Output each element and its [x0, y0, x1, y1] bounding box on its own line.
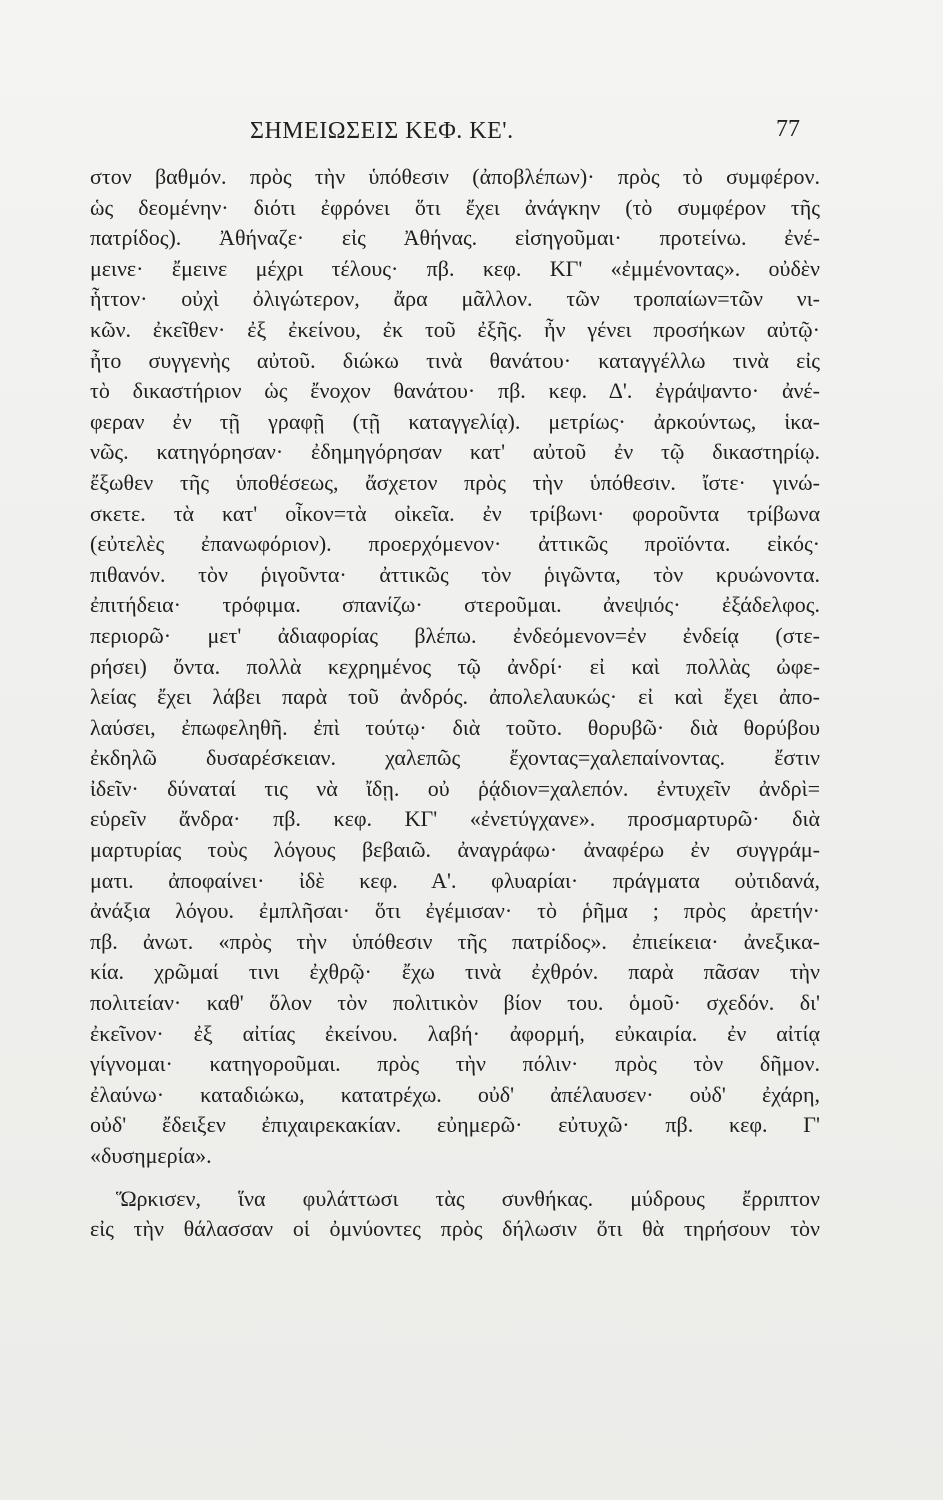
paragraph-gap	[90, 1172, 820, 1184]
text-line: «δυσημερία».	[90, 1143, 212, 1168]
text-line: ρήσει) ὄντα. πολλὰ κεχρημένος τῷ ἀνδρί· εἰ καὶ πολλὰς ὠφε-	[90, 653, 820, 679]
text-line: τὸ δικαστήριον ὡς ἔνοχον θανάτου· πβ. κεφ. Δ'. ἐγράψαντο· ἀνέ-	[90, 378, 820, 404]
text-line: εὑρεῖν ἄνδρα· πβ. κεφ. ΚΓ' «ἐνετύγχανε». προσμαρτυρῶ· διὰ	[90, 806, 820, 832]
paragraph-line: Ὥρκισεν, ἵνα φυλάττωσι τὰς συνθήκας. μύδρους ἔρριπτον	[116, 1185, 820, 1211]
text-line: στον βαθμόν. πρὸς τὴν ὑπόθεσιν (ἀποβλέπων)· πρὸς τὸ συμφέρον.	[90, 164, 820, 189]
text-line: πατρίδος). Ἀθήναζε· εἰς Ἀθήνας. εἰσηγοῦμαι· προτείνω. ἐνέ-	[90, 225, 820, 251]
notes-text-block	[90, 162, 820, 1245]
text-line: λείας ἔχει λάβει παρὰ τοῦ ἀνδρός. ἀπολελαυκώς· εἰ καὶ ἔχει ἀπο-	[90, 684, 820, 710]
running-head-title: ΣΗΜΕΙΩΣΕΙΣ ΚΕΦ. ΚΕ'.	[250, 118, 514, 144]
text-line: λαύσει, ἐπωφεληθῆ. ἐπὶ τούτῳ· διὰ τοῦτο. θορυβῶ· διὰ θορύβου	[90, 714, 820, 740]
text-line: κῶν. ἐκεῖθεν· ἐξ ἐκείνου, ἐκ τοῦ ἐξῆς. ἦν γένει προσήκων αὐτῷ·	[90, 316, 820, 342]
text-line: ἦτο συγγενὴς αὐτοῦ. διώκω τινὰ θανάτου· καταγγέλλω τινὰ εἰς	[90, 347, 820, 373]
text-line: μαρτυρίας τοὺς λόγους βεβαιῶ. ἀναγράφω· ἀναφέρω ἐν συγγράμ-	[90, 837, 820, 863]
paragraph-line: εἰς τὴν θάλασσαν οἱ ὀμνύοντες πρὸς δήλωσιν ὅτι θὰ τηρήσουν τὸν	[90, 1216, 820, 1242]
page-number: 77	[776, 116, 800, 142]
text-line: ἐκδηλῶ δυσαρέσκειαν. χαλεπῶς ἔχοντας=χαλεπαίνοντας. ἔστιν	[90, 745, 820, 771]
text-line: ἐλαύνω· καταδιώκω, κατατρέχω. οὐδ' ἀπέλαυσεν· οὐδ' ἐχάρη,	[90, 1081, 820, 1107]
text-line: περιορῶ· μετ' ἀδιαφορίας βλέπω. ἐνδεόμενον=ἐν ἐνδείᾳ (στε-	[90, 622, 820, 648]
text-line: μεινε· ἔμεινε μέχρι τέλους· πβ. κεφ. ΚΓ' «ἐμμένοντας». οὐδὲν	[90, 255, 820, 281]
text-line: ματι. ἀποφαίνει· ἰδὲ κεφ. Α'. φλυαρίαι· πράγματα οὐτιδανά,	[90, 867, 820, 893]
text-line: ἧττον· οὐχὶ ὀλιγώτερον, ἄρα μᾶλλον. τῶν τροπαίων=τῶν νι-	[90, 286, 820, 312]
text-line: ἐκεῖνον· ἐξ αἰτίας ἐκείνου. λαβή· ἀφορμή, εὐκαιρία. ἐν αἰτίᾳ	[90, 1020, 820, 1046]
text-line: πολιτείαν· καθ' ὅλον τὸν πολιτικὸν βίον του. ὁμοῦ· σχεδόν. δι'	[90, 990, 820, 1016]
text-line: φεραν ἐν τῇ γραφῇ (τῇ καταγγελίᾳ). μετρίως· ἀρκούντως, ἱκα-	[90, 408, 820, 434]
text-line: οὐδ' ἔδειξεν ἐπιχαιρεκακίαν. εὐημερῶ· εὐτυχῶ· πβ. κεφ. Γ'	[90, 1112, 820, 1138]
text-line: ἰδεῖν· δύναταί τις νὰ ἴδῃ. οὐ ῥᾴδιον=χαλεπόν. ἐντυχεῖν ἀνδρὶ=	[90, 775, 820, 801]
text-line: πιθανόν. τὸν ῥιγοῦντα· ἀττικῶς τὸν ῥιγῶντα, τὸν κρυώνοντα.	[90, 561, 820, 587]
text-line: ἀνάξια λόγου. ἐμπλῆσαι· ὅτι ἐγέμισαν· τὸ ῥῆμα ; πρὸς ἀρετήν·	[90, 898, 820, 924]
text-line: (εὐτελὲς ἐπανωφόριον). προερχόμενον· ἀττικῶς προϊόντα. εἰκός·	[90, 531, 820, 557]
text-line: ἔξωθεν τῆς ὑποθέσεως, ἄσχετον πρὸς τὴν ὑπόθεσιν. ἴστε· γινώ-	[90, 469, 820, 495]
text-line: ὡς δεομένην· διότι ἐφρόνει ὅτι ἔχει ἀνάγκην (τὸ συμφέρον τῆς	[90, 194, 820, 220]
text-line: πβ. ἀνωτ. «πρὸς τὴν ὑπόθεσιν τῆς πατρίδος». ἐπιείκεια· ἀνεξικα-	[90, 928, 820, 954]
text-line: κία. χρῶμαί τινι ἐχθρῷ· ἔχω τινὰ ἐχθρόν. παρὰ πᾶσαν τὴν	[90, 959, 820, 985]
text-line: ἐπιτήδεια· τρόφιμα. σπανίζω· στεροῦμαι. ἀνεψιός· ἐξάδελφος.	[90, 592, 820, 618]
text-line: σκετε. τὰ κατ' οἶκον=τὰ οἰκεῖα. ἐν τρίβωνι· φοροῦντα τρίβωνα	[90, 500, 820, 526]
text-line: νῶς. κατηγόρησαν· ἐδημηγόρησαν κατ' αὐτοῦ ἐν τῷ δικαστηρίῳ.	[90, 439, 820, 465]
text-line: γίγνομαι· κατηγοροῦμαι. πρὸς τὴν πόλιν· πρὸς τὸν δῆμον.	[90, 1051, 820, 1077]
